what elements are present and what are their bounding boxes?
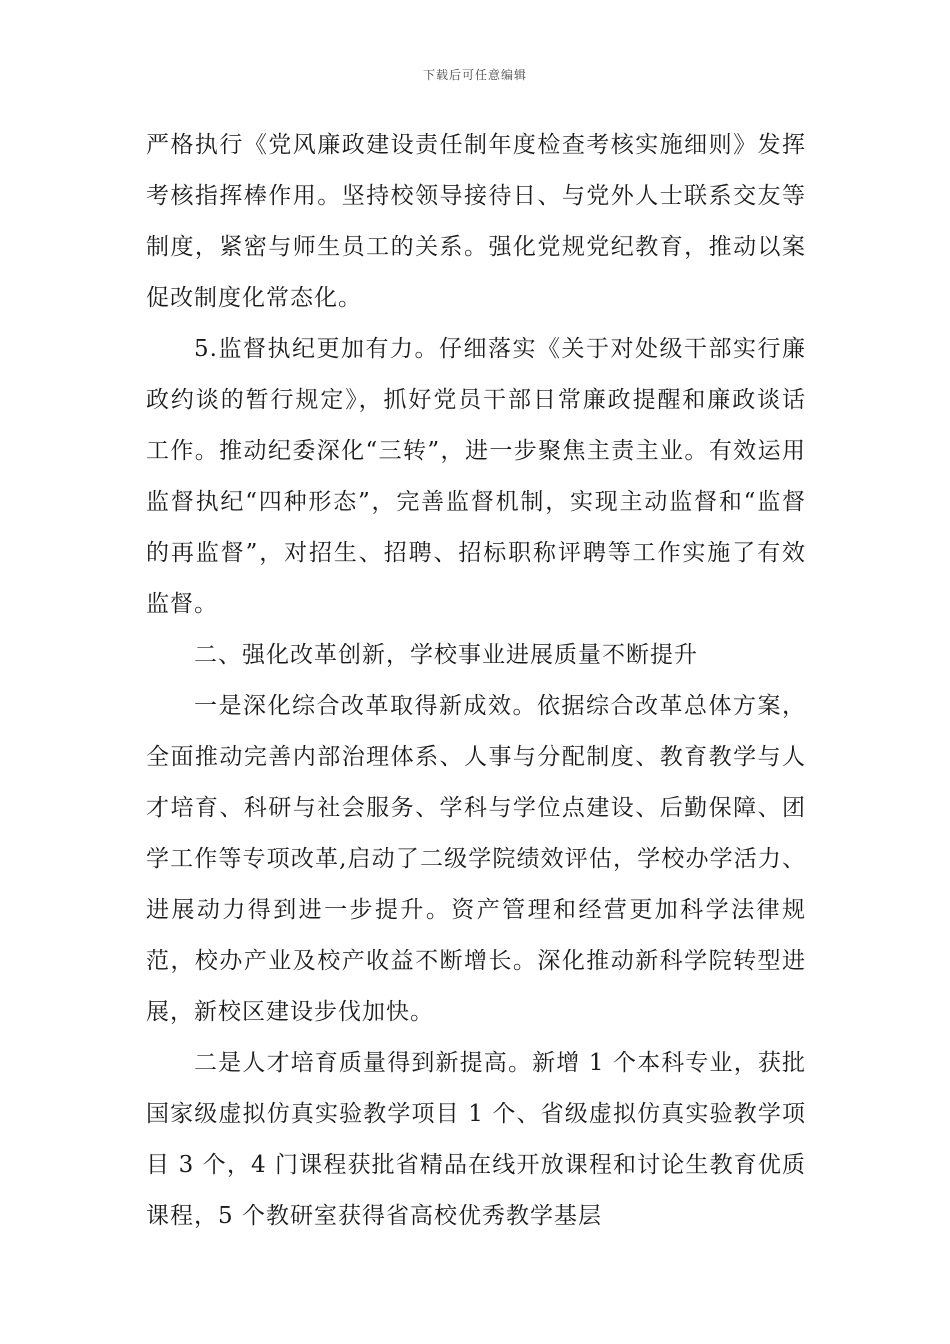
section-heading: 二、强化改革创新，学校事业进展质量不断提升 bbox=[194, 642, 698, 668]
paragraph-talent: 二是人才培育质量得到新提高。新增 1 个本科专业，获批国家级虚拟仿真实验教学项目 1 个、省级虚拟仿真实验教学项目 3 个，4 门课程获批省精品在线开放课程和讨论生教育优质课程，5 个教研室获得省高校优秀教学基层 bbox=[146, 1050, 806, 1229]
page-header: 下载后可任意编辑 bbox=[422, 68, 527, 82]
paragraph-continuation: 严格执行《党风廉政建设责任制年度检查考核实施细则》发挥考核指挥棒作用。坚持校领导接待日、与党外人士联系交友等制度，紧密与师生员工的关系。强化党规党纪教育，推动以案促改制度化常态化。 bbox=[146, 132, 806, 311]
paragraph-reform: 一是深化综合改革取得新成效。依据综合改革总体方案，全面推动完善内部治理体系、人事与分配制度、教育教学与人才培育、科研与社会服务、学科与学位点建设、后勤保障、团学工作等专项改革,启动了二级学院绩效评估，学校办学活力、进展动力得到进一步提升。资产管理和经营更加科学法律规范，校办产业及校产收益不断增长。深化推动新科学院转型进展，新校区建设步伐加快。 bbox=[146, 693, 806, 1025]
paragraph-supervision: 5.监督执纪更加有力。仔细落实《关于对处级干部实行廉政约谈的暂行规定》，抓好党员干部日常廉政提醒和廉政谈话工作。推动纪委深化“三转”，进一步聚焦主责主业。有效运用监督执纪“四种形态”，完善监督机制，实现主动监督和“监督的再监督”，对招生、招聘、招标职称评聘等工作实施了有效监督。 bbox=[146, 336, 806, 617]
document-body bbox=[146, 120, 806, 1242]
